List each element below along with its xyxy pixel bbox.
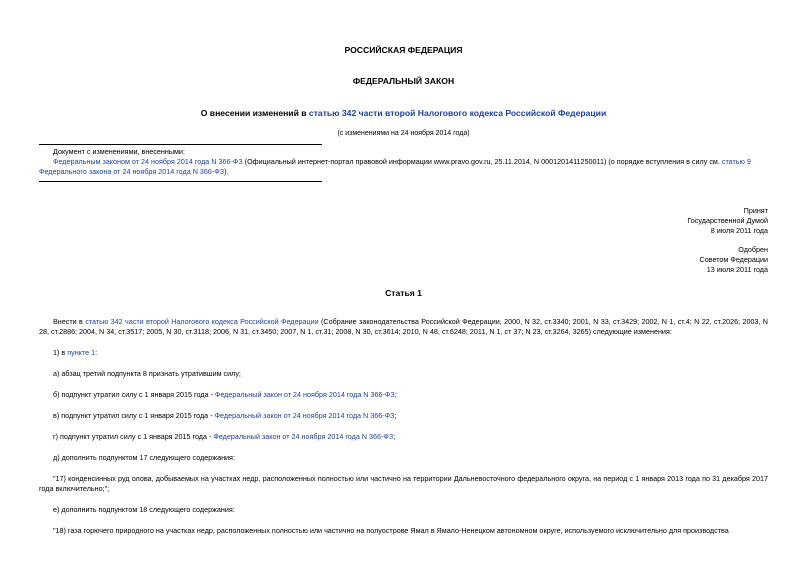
item-d: д) дополнить подпунктом 17 следующего содержания: bbox=[53, 453, 235, 462]
item-v-end: ; bbox=[394, 411, 397, 420]
item-b-link[interactable]: Федеральный закон от 24 ноября 2014 года N 366-ФЗ bbox=[214, 390, 395, 399]
item-1 bbox=[39, 348, 768, 358]
changes-note bbox=[39, 147, 769, 177]
item-g-end: ; bbox=[393, 432, 396, 441]
adoption-duma bbox=[687, 206, 768, 236]
changes-text bbox=[39, 157, 769, 177]
law-type-heading: ФЕДЕРАЛЬНЫЙ ЗАКОН bbox=[352, 76, 455, 86]
accepted-by: Государственной Думой bbox=[687, 216, 768, 225]
quote-18: "18) газа горючего природного на участках недр, расположенных полностью или частично на полуострове Ямал в Ямало-Ненецком автономном округе, используемого исключительно для производства bbox=[53, 526, 729, 535]
item-b-end: ; bbox=[394, 390, 397, 399]
changes-link-law[interactable]: Федеральным законом от 24 ноября 2014 года N 366-ФЗ bbox=[53, 157, 243, 166]
law-title-link[interactable]: статью 342 части второй Налогового кодекса Российской Федерации bbox=[308, 108, 607, 118]
divider-top bbox=[39, 144, 322, 145]
approved-by: Советом Федерации bbox=[699, 255, 768, 264]
accepted-date: 8 июля 2011 года bbox=[710, 226, 768, 235]
intro-text: (Собрание законодательства Российской Федерации, 2000, N 32, ст.3340; 2001, N 33, ст.3429; 2002, N 1, ст.4; N 22, ст.2026; 2003, N 28, ст.2886; 2004, N 34, ст.3517; 2005, N 30, ст.3118; 2006, N 31, ст.3450; 2007, N 1, ст.31; 2008, N 30, ст.3614; 2010, N 48, ст.6248; 2011, N 1, ст 37; N 23, ст.3264, 3265) следующие изменения: bbox=[39, 317, 768, 336]
changes-end: ). bbox=[224, 167, 229, 176]
law-title-prefix: О внесении изменений в bbox=[200, 108, 309, 118]
item-g bbox=[39, 432, 768, 442]
item-1-prefix: 1) в bbox=[53, 348, 68, 357]
changes-link-article[interactable]: статью 9 Федерального закона от 24 ноября 2014 года N 366-ФЗ bbox=[39, 157, 751, 176]
item-b-text: б) подпункт утратил силу с 1 января 2015 года - bbox=[53, 390, 215, 399]
law-title bbox=[0, 108, 807, 118]
item-g-link[interactable]: Федеральный закон от 24 ноября 2014 года N 366-ФЗ bbox=[213, 432, 394, 441]
divider-bottom bbox=[39, 181, 322, 182]
item-1-suffix: : bbox=[95, 348, 98, 357]
accepted-word: Принят bbox=[743, 206, 768, 215]
approved-word: Одобрен bbox=[738, 245, 768, 254]
article-heading: Статья 1 bbox=[385, 288, 422, 298]
federation-heading: РОССИЙСКАЯ ФЕДЕРАЦИЯ bbox=[344, 45, 463, 55]
item-b bbox=[39, 390, 768, 400]
quote-17: "17) конденсинных руд олова, добываемых на участках недр, расположенных полностью или частично на территории Дальневосточного федерального округа, на период с 1 января 2013 года по 31 декабря 2017 года включительно;"; bbox=[39, 474, 768, 493]
item-v bbox=[39, 411, 768, 421]
changes-label: Документ с изменениями, внесенными: bbox=[53, 147, 185, 156]
changes-source: (Официальный интернет-портал правовой информации www.pravo.gov.ru, 25.11.2014, N 0001201411250011) (о порядке вступления в силу см. bbox=[242, 157, 722, 166]
item-e: е) дополнить подпунктом 18 следующего содержания: bbox=[53, 505, 235, 514]
item-1-link[interactable]: пункте 1 bbox=[67, 348, 96, 357]
item-v-link[interactable]: Федеральный закон от 24 ноября 2014 года N 366-ФЗ bbox=[214, 411, 395, 420]
intro-prefix: Внести в bbox=[53, 317, 86, 326]
intro-link[interactable]: статью 342 части второй Налогового кодекса Российской Федерации bbox=[85, 317, 319, 326]
item-v-text: в) подпункт утратил силу с 1 января 2015 года - bbox=[53, 411, 215, 420]
approved-date: 13 июля 2011 года bbox=[706, 265, 768, 274]
adoption-council bbox=[700, 245, 768, 275]
article-intro bbox=[39, 317, 768, 337]
law-subtitle: (с изменениями на 24 ноября 2014 года) bbox=[337, 130, 470, 137]
item-a: а) абзац третий подпункта 8 признать утратившим силу; bbox=[53, 369, 241, 378]
item-g-text: г) подпункт утратил силу с 1 января 2015 года - bbox=[53, 432, 214, 441]
